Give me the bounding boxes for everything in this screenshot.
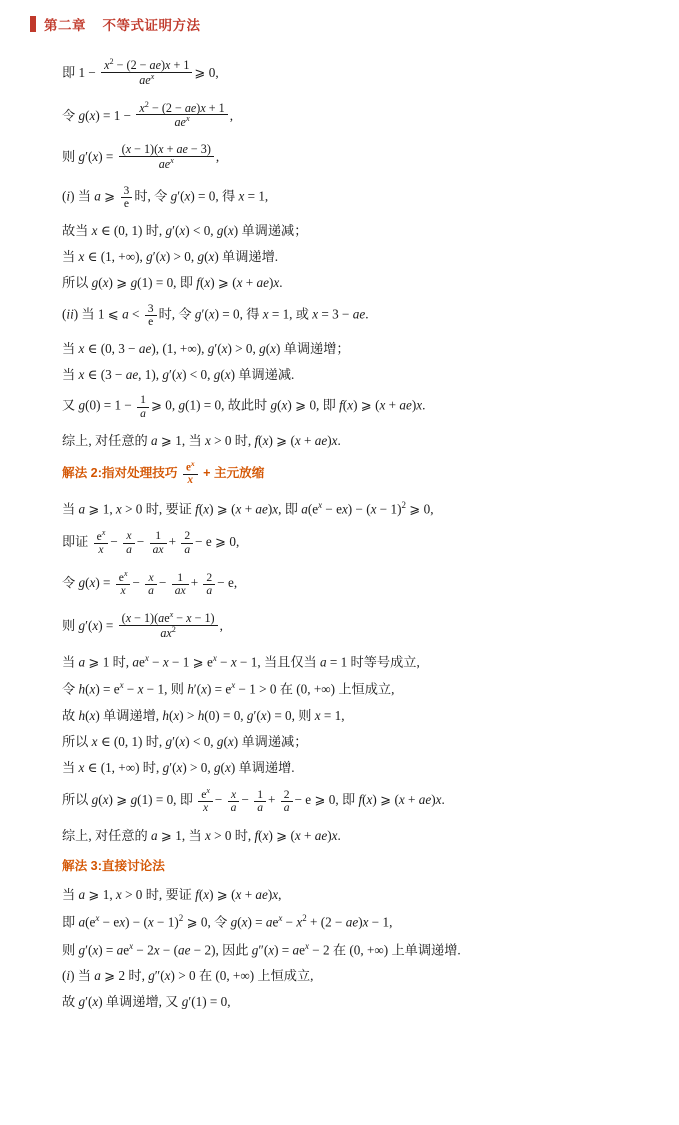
math-line: (i) 当 a ⩾ $\frac{3}{e}$ 时, 令 g′(x) = 0, 得 x = 1,	[62, 183, 269, 210]
solution-heading-3: 解法 3:直接讨论法	[62, 858, 165, 873]
header-title	[44, 14, 201, 34]
math-line: 即证 $\frac{e^x}{x}$ − $\frac{x}{a}$ − $\frac{1}{ax}$ + $\frac{2}{a}$ − e ⩾ 0,	[62, 527, 240, 556]
math-line: 所以 g(x) ⩾ g(1) = 0, 即 f(x) ⩾ (x + ae)x.	[62, 275, 283, 291]
math-line: 当 x ∈ (1, +∞) 时, g′(x) > 0, g(x) 单调递增.	[62, 760, 295, 776]
math-line: 故 g′(x) 单调递增, 又 g′(1) = 0,	[62, 994, 231, 1010]
math-line: 当 x ∈ (3 − ae, 1), g′(x) < 0, g(x) 单调递减.	[62, 367, 295, 383]
math-line: (ii) 当 1 ⩽ a < $\frac{3}{e}$ 时, 令 g′(x) = 0, 得 x = 1, 或 x = 3 − ae.	[62, 301, 369, 328]
math-line: 即 1 − $\frac{x^2 - (2 - ae)x + 1}{ae^x}$ ⩾ 0,	[62, 57, 219, 87]
math-line: 令 g(x) = 1 − $\frac{x^2 - (2 - ae)x + 1}{ae^x}$ ,	[62, 99, 233, 130]
math-line: 综上, 对任意的 a ⩾ 1, 当 x > 0 时, f(x) ⩾ (x + ae)x.	[62, 432, 341, 448]
solution-heading-2: 解法 2:指对处理技巧 $\frac{e^x}{x}$ + 主元放缩	[62, 458, 265, 487]
math-line: 则 g′(x) = $\frac{(x - 1)(x + ae - 3)}{ae^x}$ ,	[62, 142, 220, 171]
math-line: 令 $h(x) = e^x - x - 1$, 则 $h'(x) = e^x - 1 > 0$ 在 (0, +∞) 上恒成立,	[62, 680, 395, 697]
math-line: 当 a ⩾ 1, x > 0 时, 要证 f(x) ⩾ (x + ae)x,	[62, 886, 282, 902]
page-header	[0, 14, 679, 36]
math-line: (i) 当 a ⩾ 2 时, g″(x) > 0 在 (0, +∞) 上恒成立,	[62, 968, 314, 984]
math-line: 又 g(0) = 1 − $\frac{1}{a}$ ⩾ 0, g(1) = 0, 故此时 g(x) ⩾ 0, 即 f(x) ⩾ (x + ae)x.	[62, 393, 426, 420]
header-chapter: 第二章	[44, 18, 86, 33]
math-line: 当 a ⩾ 1, x > 0 时, 要证 f(x) ⩾ (x + ae)x, 即 $a(e^x - ex) - (x - 1)^2$ ⩾ 0,	[62, 499, 434, 517]
math-line: 令 g(x) = $\frac{e^x}{x}$ − $\frac{x}{a}$ − $\frac{1}{ax}$ + $\frac{2}{a}$ − e,	[62, 568, 238, 597]
header-accent-bar	[30, 16, 36, 32]
math-line: 故 h(x) 单调递增, h(x) > h(0) = 0, g′(x) = 0, 则 x = 1,	[62, 707, 345, 723]
math-line: 即 $a(e^x - ex) - (x - 1)^2$ ⩾ 0, 令 $g(x) = ae^x - x^2 + (2 - ae)x - 1$,	[62, 913, 393, 930]
math-line: 则 g′(x) = $\frac{(x - 1)(ae^x - x - 1)}{ax^2}$ ,	[62, 610, 223, 640]
document-body	[62, 58, 662, 1022]
math-line: 所以 g(x) ⩾ g(1) = 0, 即 $\frac{e^x}{x}$ − $\frac{x}{a}$ − $\frac{1}{a}$ + $\frac{2}{a}$ − e ⩾ 0, 即 f(x) ⩾ (x + ae)x.	[62, 786, 445, 815]
math-line: 综上, 对任意的 a ⩾ 1, 当 x > 0 时, f(x) ⩾ (x + ae)x.	[62, 827, 341, 843]
math-line: 当 x ∈ (0, 3 − ae), (1, +∞), g′(x) > 0, g(x) 单调递增；	[62, 341, 350, 356]
math-line: 当 a ⩾ 1 时, $ae^x - x - 1$ ⩾ $e^x - x - 1$, 当且仅当 a = 1 时等号成立,	[62, 652, 420, 669]
math-line: 所以 x ∈ (0, 1) 时, g′(x) < 0, g(x) 单调递减；	[62, 733, 308, 749]
math-line: 则 $g'(x) = ae^x - 2x - (ae - 2)$, 因此 $g''(x) = ae^x - 2$ 在 (0, +∞) 上单调递增.	[62, 940, 461, 957]
header-chapter-title: 不等式证明方法	[102, 18, 201, 33]
math-line: 故当 x ∈ (0, 1) 时, g′(x) < 0, g(x) 单调递减；	[62, 223, 308, 239]
math-line: 当 x ∈ (1, +∞), g′(x) > 0, g(x) 单调递增.	[62, 249, 279, 265]
